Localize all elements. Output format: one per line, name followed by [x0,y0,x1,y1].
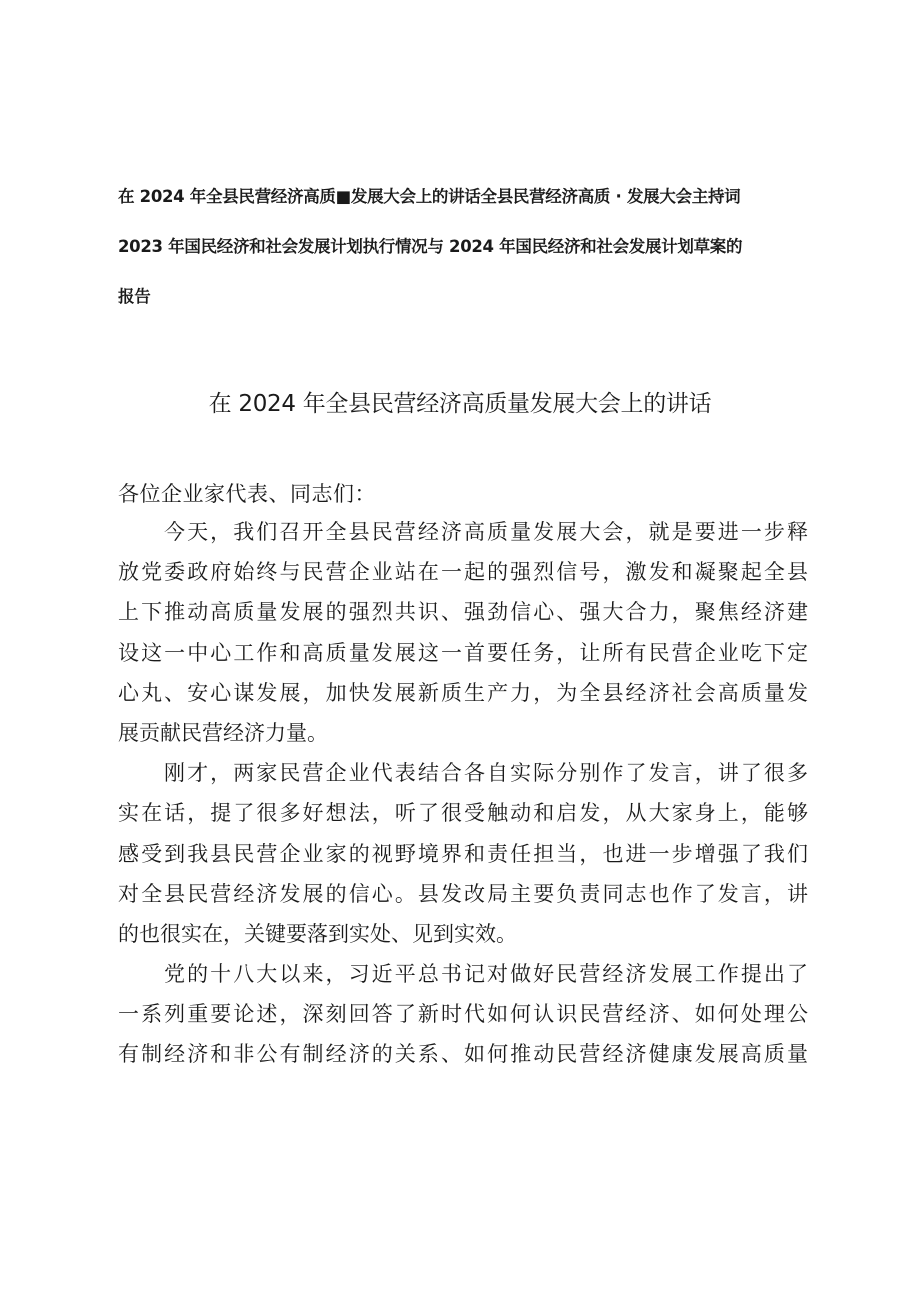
paragraph-line: 心丸、安心谋发展，加快发展新质生产力，为全县经济社会高质量发 [118,680,808,705]
paragraph-line: 有制经济和非公有制经济的关系、如何推动民营经济健康发展高质量 [118,1042,808,1067]
toc-entry-1[interactable]: 在 2024 年全县民营经济高质■发展大会上的讲话全县民营经济高质 · 发展大会主持词 [118,187,741,206]
salutation: 各位企业家代表、同志们： [118,482,376,506]
paragraph-line: 实在话，提了很多好想法，听了很受触动和启发，从大家身上，能够 [118,801,808,826]
paragraph-line: 放党委政府始终与民营企业站在一起的强烈信号，激发和凝聚起全县 [118,560,808,585]
paragraph-2 [118,756,808,951]
speech-title: 在 2024 年全县民营经济高质量发展大会上的讲话 [208,391,712,417]
paragraph-line: 的也很实在，关键要落到实处、见到实效。 [118,921,517,946]
paragraph-line: 展贡献民营经济力量。 [118,720,328,745]
paragraph-line: 党的十八大以来，习近平总书记对做好民营经济发展工作提出了 [164,962,808,987]
paragraph-line: 对全县民营经济发展的信心。县发改局主要负责同志也作了发言，讲 [118,881,808,906]
paragraph-line: 今天，我们召开全县民营经济高质量发展大会，就是要进一步释 [164,520,808,544]
paragraph-3 [118,957,808,1071]
paragraph-line: 上下推动高质量发展的强烈共识、强劲信心、强大合力，聚焦经济建 [118,600,808,625]
table-of-contents [118,185,818,334]
paragraph-line: 感受到我县民营企业家的视野境界和责任担当，也进一步增强了我们 [118,841,808,866]
toc-entry-2[interactable]: 2023 年国民经济和社会发展计划执行情况与 2024 年国民经济和社会发展计划草案的 [118,237,743,256]
toc-entry-2-continued[interactable]: 报告 [118,287,151,306]
paragraph-line: 设这一中心工作和高质量发展这一首要任务，让所有民营企业吃下定 [118,640,808,665]
paragraph-1 [118,515,808,750]
paragraph-line: 一系列重要论述，深刻回答了新时代如何认识民营经济、如何处理公 [118,1002,808,1027]
paragraph-line: 刚才，两家民营企业代表结合各自实际分别作了发言，讲了很多 [164,761,808,786]
speech-body [118,477,808,1078]
